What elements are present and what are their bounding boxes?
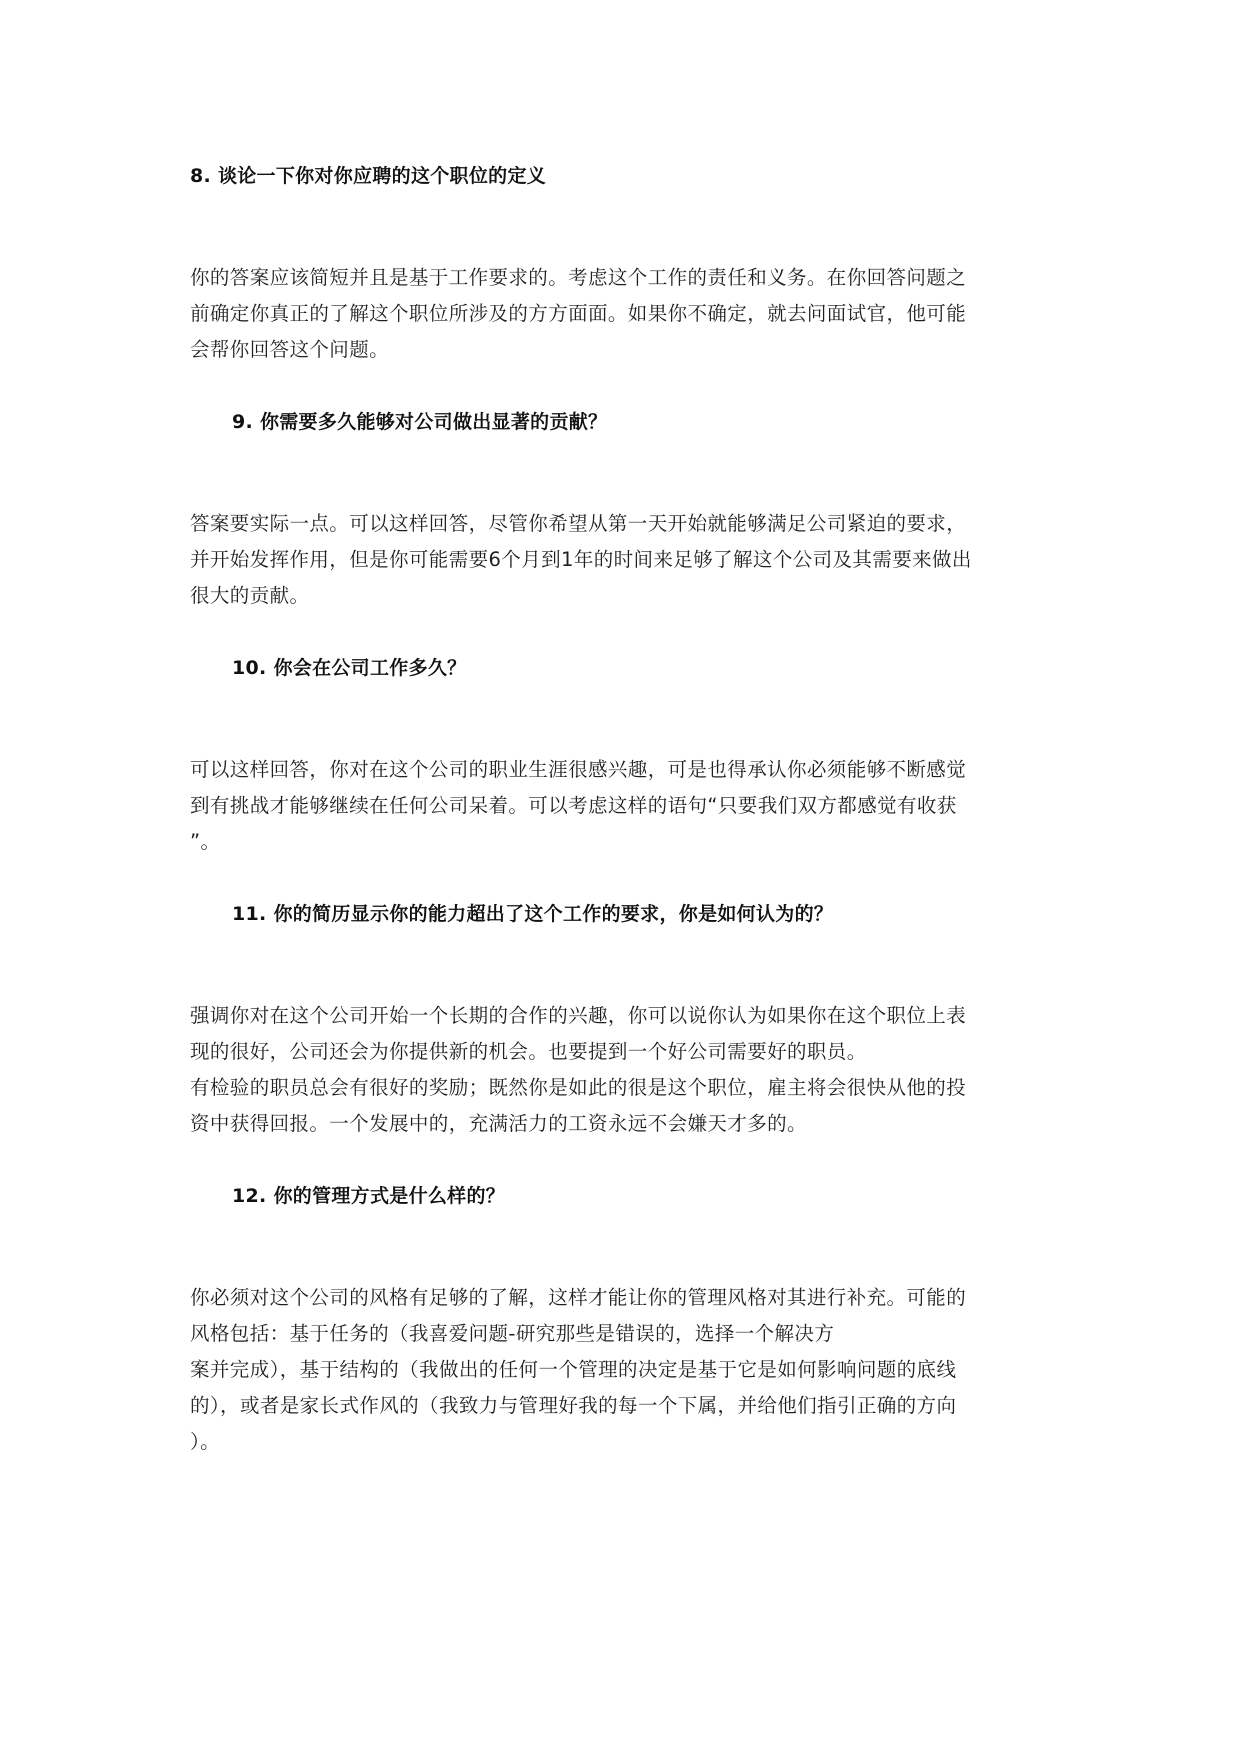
answer-11-line-1: 强调你对在这个公司开始一个长期的合作的兴趣，你可以说你认为如果你在这个职位上表 — [190, 1004, 967, 1027]
answer-8-line-3: 会帮你回答这个问题。 — [190, 338, 390, 361]
question-11-heading: 11. 你的简历显示你的能力超出了这个工作的要求，你是如何认为的？ — [232, 903, 834, 925]
question-8-heading: 8. 谈论一下你对你应聘的这个职位的定义 — [190, 165, 547, 187]
answer-12-line-1: 你必须对这个公司的风格有足够的了解，这样才能让你的管理风格对其进行补充。可能的 — [190, 1286, 967, 1309]
answer-11-line-3: 有检验的职员总会有很好的奖励；既然你是如此的很是这个职位，雇主将会很快从他的投 — [190, 1076, 967, 1099]
answer-11-line-4: 资中获得回报。一个发展中的，充满活力的工资永远不会嫌天才多的。 — [190, 1112, 807, 1135]
question-10-heading: 10. 你会在公司工作多久？ — [232, 657, 467, 679]
answer-12-line-3: 案并完成），基于结构的（我做出的任何一个管理的决定是基于它是如何影响问题的底线 — [190, 1358, 957, 1381]
answer-11-line-2: 现的很好，公司还会为你提供新的机会。也要提到一个好公司需要好的职员。 — [190, 1040, 867, 1063]
answer-12-line-5: ）。 — [190, 1430, 221, 1453]
answer-12-line-2: 风格包括：基于任务的（我喜爱问题-研究那些是错误的，选择一个解决方 — [190, 1322, 835, 1345]
answer-10-line-3: ”。 — [190, 830, 221, 853]
answer-8-line-1: 你的答案应该简短并且是基于工作要求的。考虑这个工作的责任和义务。在你回答问题之 — [190, 266, 967, 289]
answer-8-line-2: 前确定你真正的了解这个职位所涉及的方方面面。如果你不确定，就去问面试官，他可能 — [190, 302, 967, 325]
answer-10-line-1: 可以这样回答，你对在这个公司的职业生涯很感兴趣，可是也得承认你必须能够不断感觉 — [190, 758, 967, 781]
answer-12-line-4: 的），或者是家长式作风的（我致力与管理好我的每一个下属，并给他们指引正确的方向 — [190, 1394, 957, 1417]
answer-9-line-2: 并开始发挥作用，但是你可能需要6个月到1年的时间来足够了解这个公司及其需要来做出 — [190, 548, 972, 571]
answer-10-line-2: 到有挑战才能够继续在任何公司呆着。可以考虑这样的语句“只要我们双方都感觉有收获 — [190, 794, 957, 817]
question-9-heading: 9. 你需要多久能够对公司做出显著的贡献？ — [232, 411, 608, 433]
question-12-heading: 12. 你的管理方式是什么样的？ — [232, 1185, 506, 1207]
answer-9-line-3: 很大的贡献。 — [190, 584, 310, 607]
answer-9-line-1: 答案要实际一点。可以这样回答，尽管你希望从第一天开始就能够满足公司紧迫的要求， — [190, 512, 967, 535]
